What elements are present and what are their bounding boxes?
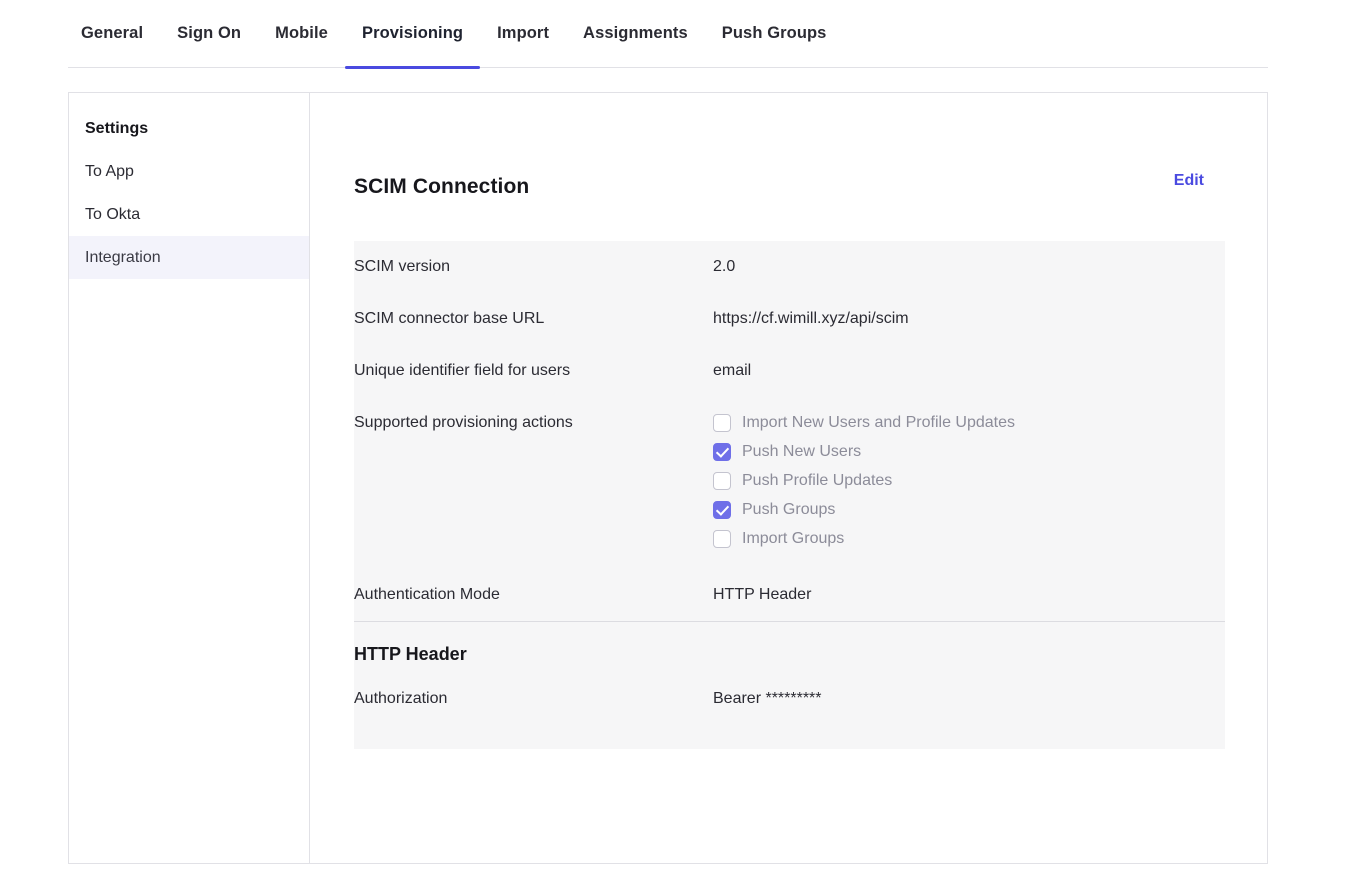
tab-label: Assignments: [583, 24, 688, 42]
checkbox-checked-icon[interactable]: [713, 501, 731, 519]
field-label: Authorization: [354, 690, 448, 707]
checkbox-label: Import New Users and Profile Updates: [742, 413, 1015, 431]
field-label: SCIM version: [354, 258, 451, 275]
checkbox-label: Push New Users: [742, 442, 862, 460]
tab-push-groups[interactable]: [705, 0, 844, 68]
checkbox-label: Push Groups: [742, 500, 836, 518]
settings-sidebar: [69, 93, 310, 863]
checkbox-row-import-new-users[interactable]: [713, 408, 1225, 437]
sidebar-item-label: Integration: [85, 248, 161, 266]
sidebar-item-integration[interactable]: [69, 236, 309, 279]
row-scim-version: [354, 241, 1225, 293]
checkbox-row-push-profile-updates[interactable]: [713, 466, 1225, 495]
panel-bottom-spacer: [354, 725, 1225, 749]
tab-label: Push Groups: [721, 24, 827, 42]
checkbox-checked-icon[interactable]: [713, 443, 731, 461]
row-unique-identifier: [354, 345, 1225, 397]
sidebar-header-settings: [69, 107, 309, 150]
tab-label: Mobile: [275, 24, 328, 42]
sidebar-item-to-okta[interactable]: [69, 193, 309, 236]
field-value: https://cf.wimill.xyz/api/scim: [713, 310, 909, 327]
sidebar-item-label: To Okta: [85, 205, 141, 223]
checkbox-label: Push Profile Updates: [742, 471, 893, 489]
field-value: Bearer *********: [713, 690, 822, 707]
sidebar-item-label: Settings: [85, 119, 149, 137]
tab-mobile[interactable]: [258, 0, 345, 68]
row-scim-base-url: [354, 293, 1225, 345]
tab-label: Import: [497, 24, 550, 42]
checkbox-icon[interactable]: [713, 530, 731, 548]
sidebar-item-label: To App: [85, 162, 134, 180]
row-authorization: [354, 673, 1225, 725]
tab-bar: [68, 0, 1268, 68]
tab-assignments[interactable]: [566, 0, 705, 68]
sidebar-item-to-app[interactable]: [69, 150, 309, 193]
checkbox-row-push-groups[interactable]: [713, 495, 1225, 524]
tab-label: Sign On: [177, 24, 242, 42]
provisioning-actions-list: [713, 397, 1225, 569]
field-label: Authentication Mode: [354, 586, 500, 603]
tab-import[interactable]: [480, 0, 566, 68]
integration-content: [310, 93, 1267, 863]
tab-general[interactable]: [68, 0, 160, 68]
field-label: Supported provisioning actions: [354, 414, 573, 431]
checkbox-label: Import Groups: [742, 529, 845, 547]
row-authentication-mode: [354, 569, 1225, 621]
tab-sign-on[interactable]: [160, 0, 258, 68]
field-label: Unique identifier field for users: [354, 362, 571, 379]
page-title: SCIM Connection: [354, 175, 530, 198]
tab-label: Provisioning: [361, 24, 464, 42]
checkbox-row-import-groups[interactable]: [713, 524, 1225, 553]
field-label: SCIM connector base URL: [354, 310, 545, 327]
field-value: HTTP Header: [713, 586, 812, 603]
checkbox-icon[interactable]: [713, 472, 731, 490]
content-frame: [68, 92, 1268, 864]
checkbox-row-push-new-users[interactable]: [713, 437, 1225, 466]
edit-button[interactable]: Edit: [1160, 164, 1218, 198]
http-header-title: HTTP Header: [354, 644, 467, 664]
field-value: email: [713, 362, 752, 379]
scim-connection-panel: [354, 241, 1225, 749]
checkbox-icon[interactable]: [713, 414, 731, 432]
field-value: 2.0: [713, 258, 736, 275]
tab-provisioning[interactable]: [345, 0, 480, 68]
row-provisioning-actions: [354, 397, 1225, 569]
tab-label: General: [81, 24, 144, 42]
